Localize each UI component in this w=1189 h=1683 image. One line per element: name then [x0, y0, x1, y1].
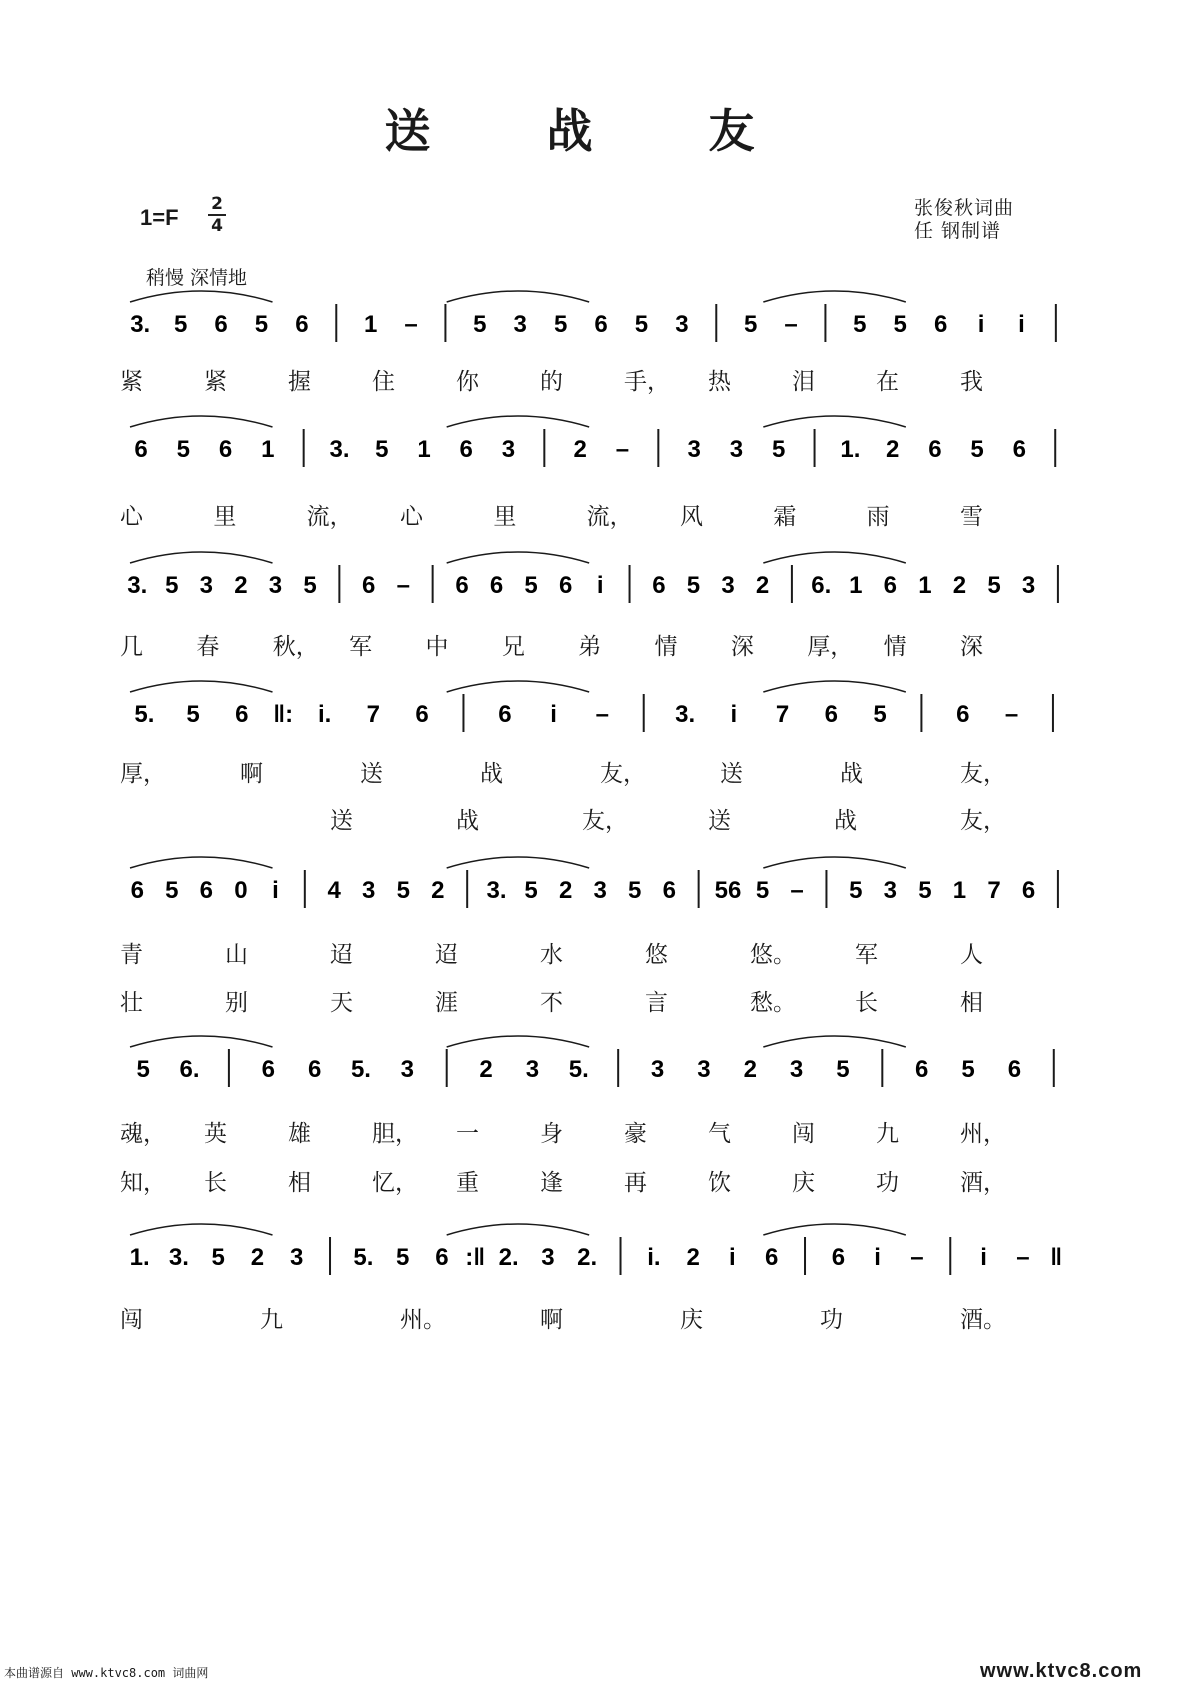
note: 3 [400, 1056, 414, 1083]
note: 3 [513, 311, 527, 338]
lyric-syllable: 山 [225, 942, 248, 968]
note: 6 [130, 877, 144, 904]
lyric-syllable: 握 [288, 369, 311, 395]
lyric-syllable: 风 [680, 504, 703, 530]
lyric-syllable: 天 [330, 990, 353, 1016]
note: 6 [956, 701, 970, 728]
note: 1 [417, 436, 431, 463]
lyric-syllable: 相 [288, 1170, 311, 1196]
slur [763, 552, 906, 563]
lyric-syllable: 春 [196, 634, 220, 660]
note: 6 [235, 701, 249, 728]
lyric-syllable: 逢 [540, 1170, 563, 1196]
lyric-syllable: 友， [600, 761, 646, 787]
note: 5 [524, 572, 538, 599]
composer-credit: 张俊秋词曲 [914, 197, 1015, 219]
note: i. [317, 701, 332, 728]
note: 3. [675, 701, 696, 728]
note: 3 [1021, 572, 1036, 599]
lyric-syllable: 九 [260, 1307, 283, 1333]
note: 3 [729, 436, 744, 463]
lyric-syllable: 战 [840, 761, 863, 787]
note: 5 [136, 1056, 150, 1083]
note: 3 [525, 1056, 540, 1083]
note: 6 [199, 877, 214, 904]
note: 6. [811, 572, 832, 599]
note: 6 [652, 572, 666, 599]
note: 2 [250, 1244, 265, 1271]
lyric-syllable: 霜 [773, 504, 797, 530]
lyric-syllable: 厚， [807, 634, 854, 660]
note: 2. [577, 1244, 598, 1271]
lyric-syllable: 长 [204, 1170, 227, 1196]
note: 5 [755, 877, 770, 904]
note: 5. [350, 1056, 371, 1083]
lyric-syllable: 里 [213, 504, 237, 530]
lyric-syllable: 闯 [792, 1121, 815, 1147]
lyric-syllable: 悠。 [750, 942, 796, 968]
note: 5 [396, 877, 410, 904]
note: 5 [849, 877, 863, 904]
lyric-syllable: 友， [582, 808, 628, 834]
lyric-syllable: 厚， [120, 761, 166, 787]
note: 6 [883, 572, 898, 599]
lyric-syllable: 送 [330, 808, 353, 834]
lyric-syllable: 九 [876, 1121, 899, 1147]
note: 3 [268, 572, 283, 599]
note: 6 [218, 436, 233, 463]
lyric-syllable: 言 [645, 990, 668, 1016]
note: 7 [987, 877, 1001, 904]
lyric-syllable: 悠 [645, 942, 668, 968]
lyric-syllable: 迢 [330, 942, 353, 968]
note: 3 [541, 1244, 555, 1271]
note: i [729, 1244, 736, 1271]
note: – [790, 877, 804, 904]
note: 5 [375, 436, 389, 463]
note: 1. [840, 436, 861, 463]
slur [447, 681, 590, 692]
slur [447, 1036, 590, 1047]
note: 3. [486, 877, 507, 904]
lyric-syllable: 友， [960, 808, 1006, 834]
note: 3 [199, 572, 214, 599]
note: 5. [568, 1056, 589, 1083]
note: 3 [789, 1056, 804, 1083]
lyric-syllable: 热 [708, 369, 731, 395]
note: 7 [366, 701, 381, 728]
lyric-syllable: 深 [730, 634, 754, 660]
slur [130, 1224, 273, 1235]
lyric-syllable: 情 [883, 634, 907, 660]
note: 3 [650, 1056, 665, 1083]
slur [130, 291, 273, 302]
lyric-syllable: 紧 [204, 369, 227, 395]
note: 6 [915, 1056, 929, 1083]
note: 6 [558, 572, 573, 599]
slur [447, 291, 590, 302]
lyric-syllable: 愁。 [750, 990, 796, 1016]
note: 5 [686, 572, 701, 599]
note: i. [647, 1244, 661, 1271]
note: – [404, 311, 418, 338]
note: 2 [573, 436, 587, 463]
lyric-syllable: 军 [855, 942, 878, 968]
note: 5 [186, 701, 200, 728]
footer-source: 本曲谱源自 www.ktvc8.com 词曲网 [4, 1666, 209, 1680]
note: 3 [687, 436, 701, 463]
lyric-syllable: 别 [225, 990, 248, 1016]
lyric-syllable: 涯 [435, 990, 458, 1016]
lyric-syllable: 流， [306, 504, 353, 530]
note: 3. [130, 311, 151, 338]
lyric-syllable: 啊 [540, 1307, 563, 1333]
lyric-syllable: 一 [456, 1121, 479, 1147]
slur [130, 681, 273, 692]
note: 5 [303, 572, 317, 599]
note: 2 [885, 436, 900, 463]
note: – [1004, 701, 1019, 728]
note: 2 [558, 877, 573, 904]
lyric-syllable: 魂， [120, 1121, 166, 1147]
note: 2 [686, 1244, 700, 1271]
lyric-syllable: 州。 [400, 1307, 446, 1333]
tempo-marking: 稍慢 深情地 [146, 267, 248, 289]
note: 2 [431, 877, 445, 904]
slur [447, 552, 590, 563]
slur [130, 416, 273, 427]
note: 5 [873, 701, 887, 728]
note: 5. [134, 701, 155, 728]
note: 2 [755, 572, 770, 599]
lyric-syllable: 送 [360, 761, 383, 787]
note: 7 [775, 701, 790, 728]
arranger-credit: 任 钢制谱 [914, 220, 1002, 242]
lyric-syllable: 紧 [120, 369, 143, 395]
note: – [1016, 1244, 1030, 1271]
slur [763, 681, 906, 692]
lyric-syllable: 知， [120, 1170, 166, 1196]
lyric-syllable: 中 [425, 634, 449, 660]
note: 56 [714, 877, 742, 904]
lyric-syllable: 送 [708, 808, 731, 834]
note: 5 [893, 311, 907, 338]
note: 1 [952, 877, 967, 904]
lyric-syllable: 弟 [578, 634, 602, 660]
note: 2 [743, 1056, 757, 1083]
note: 5 [628, 877, 642, 904]
note: 6 [933, 311, 948, 338]
note: 6 [831, 1244, 846, 1271]
lyric-syllable: 战 [456, 808, 479, 834]
note: 1 [849, 572, 863, 599]
note: 6. [179, 1056, 200, 1083]
slur [763, 857, 906, 868]
note: – [595, 701, 609, 728]
note: 3. [168, 1244, 189, 1271]
lyric-syllable: 友， [960, 761, 1006, 787]
footer-watermark: www.ktvc8.com [980, 1660, 1143, 1682]
note: 5 [165, 877, 179, 904]
lyric-syllable: 迢 [435, 942, 458, 968]
note: 3 [721, 572, 735, 599]
slur [130, 857, 273, 868]
note: i [730, 701, 738, 728]
note: 6 [261, 1056, 275, 1083]
note: 6 [1021, 877, 1036, 904]
note: 3 [883, 877, 898, 904]
lyric-syllable: 秋， [272, 634, 319, 660]
note: 6 [1007, 1056, 1022, 1083]
lyric-syllable: 情 [654, 634, 678, 660]
note: 5 [836, 1056, 850, 1083]
lyric-syllable: 雪 [960, 504, 983, 530]
note: 5 [743, 311, 758, 338]
note: 3. [329, 436, 350, 463]
note: 6 [455, 572, 469, 599]
note: i [977, 311, 985, 338]
note: 6 [764, 1244, 779, 1271]
note: 5 [853, 311, 867, 338]
lyric-syllable: 兄 [501, 634, 525, 660]
key-signature: 1=F [140, 205, 179, 230]
note: 5 [634, 311, 649, 338]
slur [447, 416, 590, 427]
note: 6 [134, 436, 148, 463]
note: i [596, 572, 604, 599]
lyric-syllable: 流， [586, 504, 633, 530]
lyric-syllable: 里 [493, 504, 517, 530]
lyric-syllable: 酒。 [960, 1307, 1006, 1333]
repeat-barline: ‖: [273, 701, 294, 728]
lyric-syllable: 豪 [624, 1121, 647, 1147]
note: 5. [353, 1244, 374, 1271]
lyric-syllable: 饮 [708, 1170, 731, 1196]
slur [447, 1224, 590, 1235]
note: 6 [489, 572, 504, 599]
note: 2. [498, 1244, 519, 1271]
lyric-syllable: 闯 [120, 1307, 143, 1333]
lyric-syllable: 我 [960, 369, 983, 395]
note: 5 [254, 311, 269, 338]
note: 3 [593, 877, 607, 904]
lyric-syllable: 送 [720, 761, 743, 787]
note: i [272, 877, 279, 904]
lyric-syllable: 心 [400, 504, 423, 530]
note: 6 [662, 877, 676, 904]
note: 3 [501, 436, 516, 463]
note: 6 [459, 436, 473, 463]
note: 6 [1012, 436, 1027, 463]
lyric-syllable: 忆， [372, 1170, 418, 1196]
lyric-syllable: 英 [204, 1121, 227, 1147]
time-signature-top: 2 [211, 194, 223, 214]
song-title: 送 战 友 [384, 104, 805, 158]
lyric-syllable: 的 [540, 369, 563, 395]
note: 3. [127, 572, 148, 599]
note: 6 [415, 701, 429, 728]
lyric-syllable: 住 [372, 369, 395, 395]
note: 1 [363, 311, 378, 338]
lyric-syllable: 功 [876, 1170, 899, 1196]
lyric-syllable: 你 [456, 369, 479, 395]
note: 6 [307, 1056, 322, 1083]
lyric-syllable: 壮 [120, 990, 143, 1016]
lyric-syllable: 长 [855, 990, 878, 1016]
note: 5 [473, 311, 487, 338]
note: 5 [395, 1244, 410, 1271]
repeat-barline: :‖ [465, 1244, 486, 1271]
note: 5 [176, 436, 191, 463]
note: 6 [214, 311, 228, 338]
note: 2 [952, 572, 967, 599]
lyric-syllable: 人 [960, 942, 983, 968]
lyric-syllable: 酒， [960, 1170, 1006, 1196]
slur [763, 1036, 906, 1047]
note: 2 [234, 572, 248, 599]
slur [447, 857, 590, 868]
slur [763, 291, 906, 302]
note: 3 [362, 877, 376, 904]
lyric-syllable: 深 [960, 634, 983, 660]
note: 6 [435, 1244, 449, 1271]
note: 3 [675, 311, 689, 338]
lyric-syllable: 重 [456, 1170, 479, 1196]
note: 2 [479, 1056, 493, 1083]
note: – [615, 436, 630, 463]
note: 1 [261, 436, 275, 463]
lyric-syllable: 气 [708, 1121, 731, 1147]
note: 6 [362, 572, 376, 599]
note: 5 [987, 572, 1001, 599]
lyric-syllable: 战 [834, 808, 857, 834]
lyric-syllable: 不 [540, 990, 563, 1016]
lyric-syllable: 相 [960, 990, 983, 1016]
lyric-syllable: 手， [624, 369, 670, 395]
note: 3 [697, 1056, 711, 1083]
note: 5 [970, 436, 984, 463]
lyric-syllable: 心 [120, 504, 143, 530]
note: 6 [594, 311, 608, 338]
note: 5 [918, 877, 932, 904]
lyric-syllable: 战 [480, 761, 503, 787]
note: 5 [553, 311, 568, 338]
note: – [396, 572, 410, 599]
lyric-syllable: 再 [624, 1170, 647, 1196]
note: 3 [289, 1244, 304, 1271]
note: 1. [129, 1244, 150, 1271]
lyric-syllable: 功 [820, 1307, 843, 1333]
note: i [550, 701, 557, 728]
note: i [874, 1244, 881, 1271]
lyric-syllable: 州， [960, 1121, 1006, 1147]
note: 6 [295, 311, 309, 338]
lyric-syllable: 泪 [792, 369, 815, 395]
note: 6 [498, 701, 512, 728]
slur [763, 1224, 906, 1235]
note: 5 [771, 436, 786, 463]
time-signature-bottom: 4 [211, 216, 223, 236]
note: 6 [824, 701, 838, 728]
note: 4 [327, 877, 341, 904]
lyric-syllable: 水 [540, 942, 563, 968]
lyric-syllable: 胆， [372, 1121, 418, 1147]
note: 1 [918, 572, 932, 599]
lyric-syllable: 身 [540, 1121, 563, 1147]
slur [130, 552, 273, 563]
note: 6 [928, 436, 942, 463]
slur [763, 416, 906, 427]
note: 5 [524, 877, 538, 904]
note: 5 [961, 1056, 975, 1083]
note: – [784, 311, 798, 338]
slur [130, 1036, 273, 1047]
lyric-syllable: 军 [349, 634, 373, 660]
note: 5 [165, 572, 179, 599]
repeat-barline: ‖ [1050, 1244, 1063, 1271]
note: – [910, 1244, 924, 1271]
lyric-syllable: 在 [876, 369, 899, 395]
note: 5 [173, 311, 188, 338]
lyric-syllable: 庆 [792, 1170, 815, 1196]
lyric-syllable: 雄 [288, 1121, 311, 1147]
note: i [1018, 311, 1025, 338]
lyric-syllable: 青 [120, 942, 143, 968]
lyric-syllable: 啊 [240, 761, 263, 787]
lyric-syllable: 雨 [866, 504, 890, 530]
note: i [980, 1244, 987, 1271]
lyric-syllable: 几 [120, 634, 143, 660]
note: 0 [234, 877, 248, 904]
lyric-syllable: 庆 [680, 1307, 703, 1333]
note: 5 [211, 1244, 225, 1271]
